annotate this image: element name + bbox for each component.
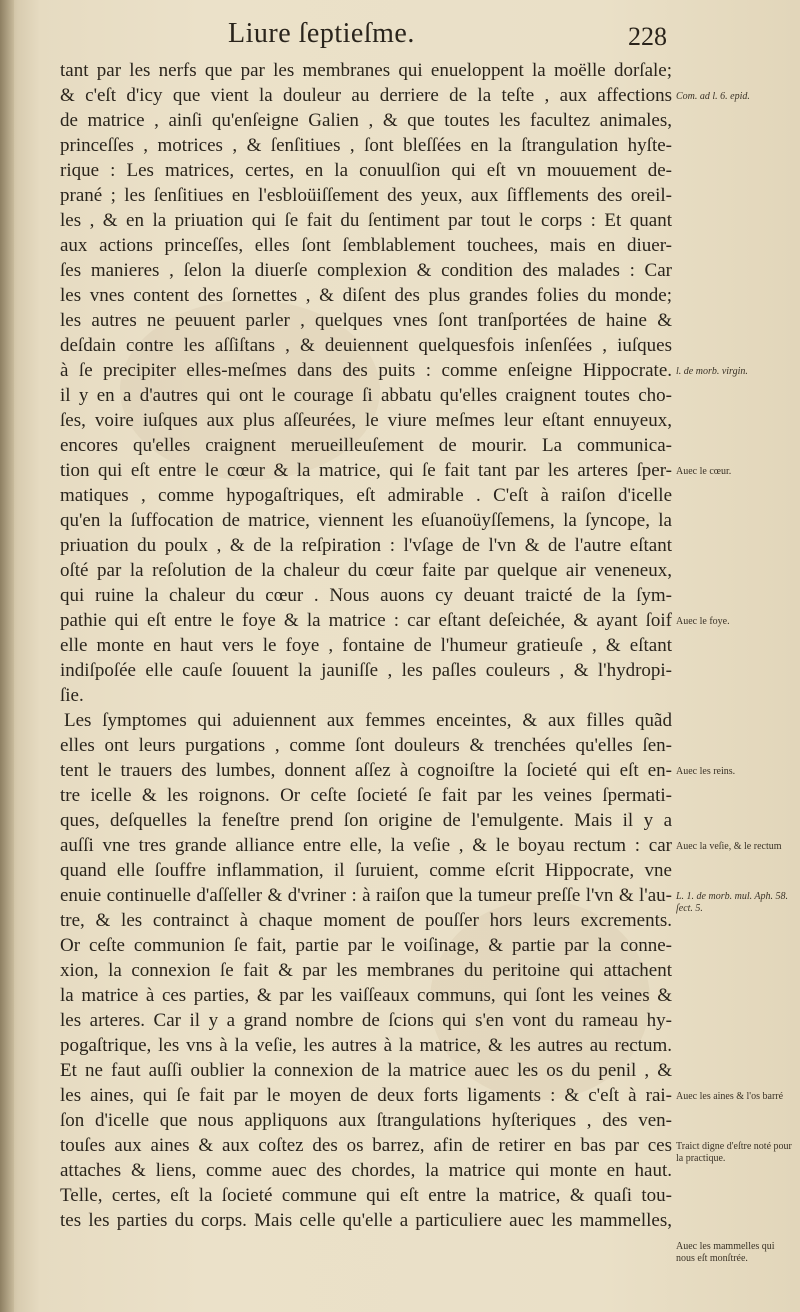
- text-line: tant par les nerfs que par les membranes qui enueloppent la moëlle dorſale;: [60, 60, 672, 81]
- text-line: tre, & les contrainct à chaque moment de pouſſer hors leurs excrements.: [60, 910, 672, 931]
- running-title: Liure ſeptieſme.: [228, 18, 415, 49]
- text-line: les vnes content des ſornettes , & diſent des plus grandes folies du monde;: [60, 285, 672, 306]
- margin-note: Auec la veſie, & le rectum: [676, 841, 782, 852]
- text-line: la matrice à ces parties, & par les vaiſſeaux communs, qui ſont les veines &: [60, 985, 672, 1006]
- text-line: les aines, qui ſe fait par le moyen de deux forts ligaments : & c'eſt à rai-: [60, 1085, 672, 1106]
- text-line: Les ſymptomes qui aduiennent aux femmes enceintes, & aux filles quãd: [64, 710, 672, 731]
- text-line: Telle, certes, eſt la ſocieté commune qui eſt entre la matrice, & quaſi tou-: [60, 1185, 672, 1206]
- text-line: elle monte en haut vers le foye , fontaine de l'humeur gratieuſe , & eſtant: [60, 635, 672, 656]
- margin-note: L. 1. de morb. mul. Aph. 58. ſect. 5.: [676, 891, 789, 914]
- text-line: elles ont leurs purgations , comme ſont douleurs & trenchées qu'elles ſen-: [60, 735, 672, 756]
- text-line: auſſi vne tres grande alliance entre elle, la veſie , & le boyau rectum : car: [60, 835, 672, 856]
- margin-note: Auec les reins.: [676, 766, 736, 777]
- text-line: aux actions princeſſes, elles ſont ſemblablement touchees, mais en diuer-: [60, 235, 672, 256]
- text-line: oſté par la reſolution de la chaleur du cœur faite par quelque air veneneux,: [60, 560, 672, 581]
- margin-note: Traict digne d'eſtre noté pour la practique.: [676, 1141, 792, 1164]
- margin-note: Com. ad l. 6. epid.: [676, 91, 750, 102]
- text-line: les arteres. Car il y a grand nombre de ſcions qui s'en vont du rameau hy-: [60, 1010, 672, 1031]
- text-line: Et ne faut auſſi oublier la connexion de la matrice auec les os du penil , &: [60, 1060, 672, 1081]
- text-line: ſes, voire iuſques aux plus aſſeurées, le viure meſmes leur eſtant ennuyeux,: [60, 410, 672, 431]
- text-line: qui ruine la chaleur du cœur . Nous auons cy deuant traicté de la ſym-: [60, 585, 672, 606]
- text-line: pathie qui eſt entre le foye & la matrice : car eſtant deſeichée, & ayant ſoif: [60, 610, 672, 631]
- book-spine: [0, 0, 14, 1312]
- text-line: ques, deſquelles la feneſtre prend ſon origine de l'emulgente. Mais il y a: [60, 810, 672, 831]
- text-line: touſes aux aines & aux coſtez des os barrez, afin de retirer en bas par ces: [60, 1135, 672, 1156]
- text-line: Or ceſte communion ſe fait, partie par le voiſinage, & partie par la conne-: [60, 935, 672, 956]
- text-line: tes les parties du corps. Mais celle qu'elle a particuliere auec les mammelles,: [60, 1210, 672, 1231]
- text-line: tre icelle & les roignons. Or ceſte ſocieté ſe fait par les veines ſpermati-: [60, 785, 672, 806]
- text-line: xion, la connexion ſe fait & par les membranes du peritoine qui attachent: [60, 960, 672, 981]
- text-line: deſdain contre les aſſiſtans , & deuiennent quelquesfois inſenſées , iuſques: [60, 335, 672, 356]
- text-line: ſon d'icelle que nous appliquons aux ſtrangulations hyſteriques , des ven-: [60, 1110, 672, 1131]
- text-line: à ſe precipiter elles-meſmes dans des puits : comme enſeigne Hippocrate.: [60, 360, 672, 381]
- text-line: enuie continuelle d'aſſeller & d'vriner : à raiſon que la tumeur preſſe l'vn & l'au-: [60, 885, 672, 906]
- text-line: qu'en la ſuffocation de matrice, viennent les eſuanoüyſſemens, la ſyncope, la: [60, 510, 672, 531]
- text-line: pogaſtrique, les vns à la veſie, les autres à la matrice, & les autres au rectum.: [60, 1035, 672, 1056]
- text-line: tion qui eſt entre le cœur & la matrice, qui ſe fait tant par les arteres ſper-: [60, 460, 672, 481]
- text-line: ſie.: [60, 685, 84, 706]
- margin-note: Auec le cœur.: [676, 466, 732, 477]
- text-line: indiſpoſée elle cauſe ſouuent la jauniſſe , les paſles couleurs , & l'hydropi-: [60, 660, 672, 681]
- page-number: 228: [628, 22, 667, 51]
- text-line: ſes manieres , ſelon la diuerſe complexion & condition des malades : Car: [60, 260, 672, 281]
- text-line: encores qu'elles craignent merueilleuſement de mourir. La communica-: [60, 435, 672, 456]
- text-line: attaches & liens, comme auec des chordes, la matrice qui monte en haut.: [60, 1160, 672, 1181]
- text-line: prané ; les ſenſitiues en l'esbloüiſſement des yeux, aux ſifflements des oreil-: [60, 185, 672, 206]
- text-line: les autres ne peuuent parler , quelques vnes ſont tranſportées de haine &: [60, 310, 672, 331]
- margin-note: l. de morb. virgin.: [676, 366, 748, 377]
- margin-note: Auec les mammelles qui nous eſt monſtrée.: [676, 1241, 775, 1264]
- text-line: les , & en la priuation qui ſe fait du ſentiment par tout le corps : Et quant: [60, 210, 672, 231]
- text-line: princeſſes , motrices , & ſenſitiues , ſont bleſſées en la ſtrangulation hyſte-: [60, 135, 672, 156]
- text-line: tent le trauers des lumbes, donnent aſſez à cognoiſtre la ſocieté qui eſt en-: [60, 760, 672, 781]
- text-line: & c'eſt d'icy que vient la douleur au derriere de la teſte , aux affections: [60, 85, 672, 106]
- body-text: [60, 58, 672, 1233]
- text-line: priuation du poulx , & de la reſpiration : l'vſage de l'vn & de l'autre eſtant: [60, 535, 672, 556]
- text-line: rique : Les matrices, certes, en la conuulſion qui eſt vn mouuement de-: [60, 160, 672, 181]
- text-line: quand elle ſouffre inflammation, il ſuruient, comme eſcrit Hippocrate, vne: [60, 860, 672, 881]
- text-line: matiques , comme hypogaſtriques, eſt admirable . C'eſt à raiſon d'icelle: [60, 485, 672, 506]
- text-line: de matrice , ainſi qu'enſeigne Galien , & que toutes les facultez animales,: [60, 110, 672, 131]
- text-line: il y en a d'autres qui ont le courage ſi abbatu qu'elles craignent toutes cho-: [60, 385, 672, 406]
- margin-note: Auec le foye.: [676, 616, 730, 627]
- margin-note: Auec les aines & l'os barré: [676, 1091, 784, 1102]
